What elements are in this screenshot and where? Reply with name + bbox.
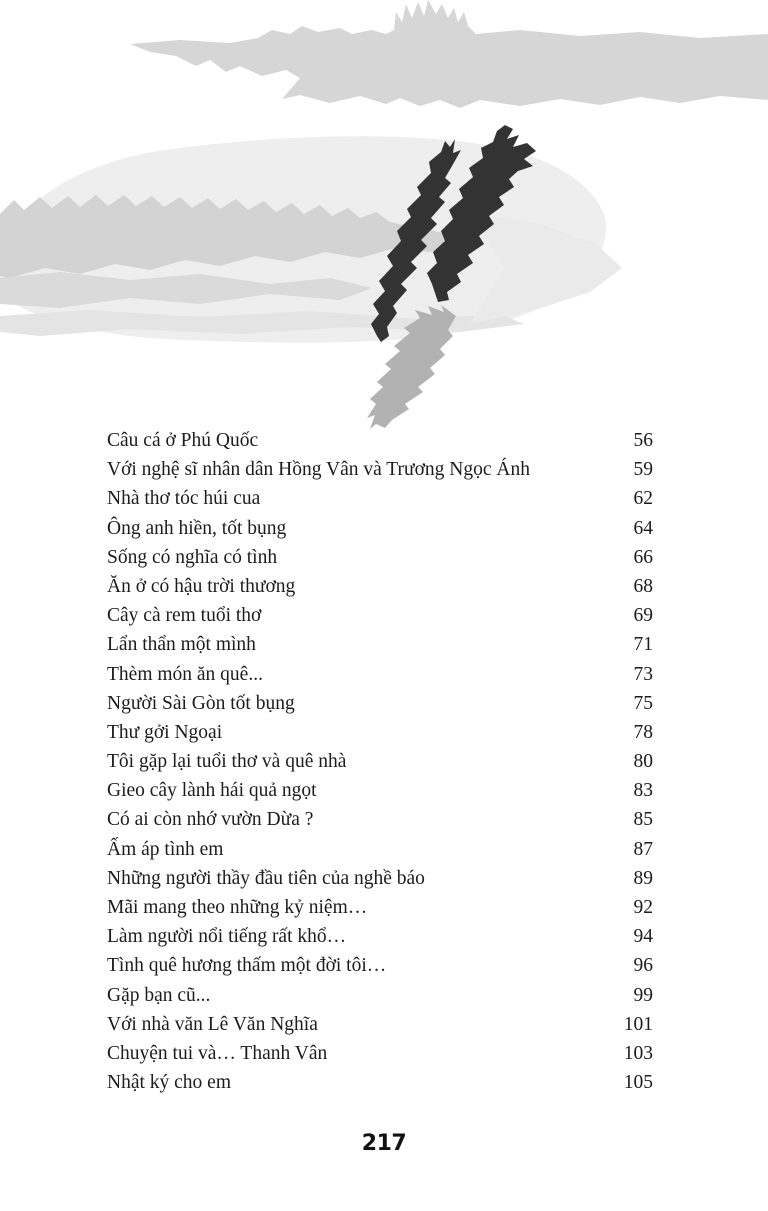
toc-entry-title: Ăn ở có hậu trời thương (107, 575, 296, 597)
toc-entry-title: Sống có nghĩa có tình (107, 546, 278, 568)
toc-entry-page: 103 (623, 1042, 653, 1064)
toc-entry (107, 922, 653, 951)
toc-entry (107, 805, 653, 834)
toc-entry (107, 630, 653, 659)
toc-entry-page: 71 (633, 634, 653, 656)
toc-entry (107, 718, 653, 747)
toc-entry-title: Tôi gặp lại tuổi thơ và quê nhà (107, 751, 347, 773)
toc-entry-title: Lẩn thẩn một mình (107, 634, 256, 656)
toc-entry-page: 56 (633, 430, 653, 451)
toc-entry-page: 59 (633, 459, 653, 481)
toc-entry-page: 62 (633, 488, 653, 510)
toc-entry-title: Cây cà rem tuổi thơ (107, 605, 262, 627)
toc-entry (107, 514, 653, 543)
toc-entry-title: Những người thầy đầu tiên của nghề báo (107, 867, 425, 889)
toc-entry-page: 92 (633, 897, 653, 918)
toc-entry-title: Ông anh hiền, tốt bụng (107, 517, 287, 539)
toc-entry-page: 94 (633, 926, 653, 948)
toc-entry-page: 101 (623, 1013, 653, 1035)
toc-entry-page: 99 (633, 984, 653, 1006)
toc-entry-page: 80 (633, 751, 653, 773)
toc-entry (107, 1068, 653, 1097)
toc-entry-title: Gieo cây lành hái quả ngọt (107, 780, 317, 802)
toc-entry-page: 87 (633, 838, 653, 860)
toc-entry-title: Câu cá ở Phú Quốc (107, 430, 259, 451)
toc-entry (107, 455, 653, 484)
toc-entry-title: Làm người nổi tiếng rất khổ… (107, 926, 347, 948)
toc-entry-title: Thèm món ăn quê... (107, 663, 263, 685)
toc-entry-title: Tình quê hương thấm một đời tôi… (107, 955, 387, 977)
toc-entry-title: Với nghệ sĩ nhân dân Hồng Vân và Trương Ngọc Ánh (107, 459, 530, 481)
toc-entry-title: Người Sài Gòn tốt bụng (107, 692, 295, 714)
toc-entry-page: 105 (623, 1072, 653, 1094)
toc-entry (107, 981, 653, 1010)
toc-entry-title: Nhật ký cho em (107, 1072, 232, 1094)
toc-entry-page: 69 (633, 605, 653, 627)
toc-list (107, 426, 653, 1097)
toc-entry (107, 660, 653, 689)
brush-band-shape (130, 0, 768, 108)
toc-entry (107, 951, 653, 980)
toc-entry (107, 864, 653, 893)
toc-entry-title: Có ai còn nhớ vườn Dừa ? (107, 809, 314, 831)
toc-entry-title: Thư gởi Ngoại (107, 721, 223, 743)
toc-entry-page: 89 (633, 867, 653, 889)
toc-entry (107, 484, 653, 513)
toc-entry-page: 96 (633, 955, 653, 977)
toc-entry-page: 78 (633, 721, 653, 743)
toc-entry-title: Gặp bạn cũ... (107, 984, 211, 1006)
brush-artwork (0, 0, 768, 430)
toc-entry (107, 1039, 653, 1068)
toc-entry-title: Ấm áp tình em (107, 838, 224, 860)
toc-entry-page: 83 (633, 780, 653, 802)
toc-entry-page: 73 (633, 663, 653, 685)
toc-entry (107, 572, 653, 601)
toc-entry (107, 689, 653, 718)
toc-entry (107, 747, 653, 776)
toc-entry-title: Mãi mang theo những kỷ niệm… (107, 897, 368, 918)
toc-entry (107, 426, 653, 455)
toc-entry-title: Chuyện tui và… Thanh Vân (107, 1042, 328, 1064)
toc-entry (107, 543, 653, 572)
toc-entry (107, 835, 653, 864)
toc-entry-page: 68 (633, 575, 653, 597)
toc-entry (107, 776, 653, 805)
toc-entry-title: Nhà thơ tóc húi cua (107, 488, 261, 510)
toc-entry (107, 1010, 653, 1039)
toc-entry-page: 85 (633, 809, 653, 831)
toc-entry-page: 66 (633, 546, 653, 568)
toc-entry (107, 601, 653, 630)
toc-entry-title: Với nhà văn Lê Văn Nghĩa (107, 1013, 318, 1035)
toc-entry-page: 64 (633, 517, 653, 539)
toc-entry-page: 75 (633, 692, 653, 714)
toc-entry (107, 893, 653, 922)
footer-page-number: 217 (361, 1131, 407, 1156)
